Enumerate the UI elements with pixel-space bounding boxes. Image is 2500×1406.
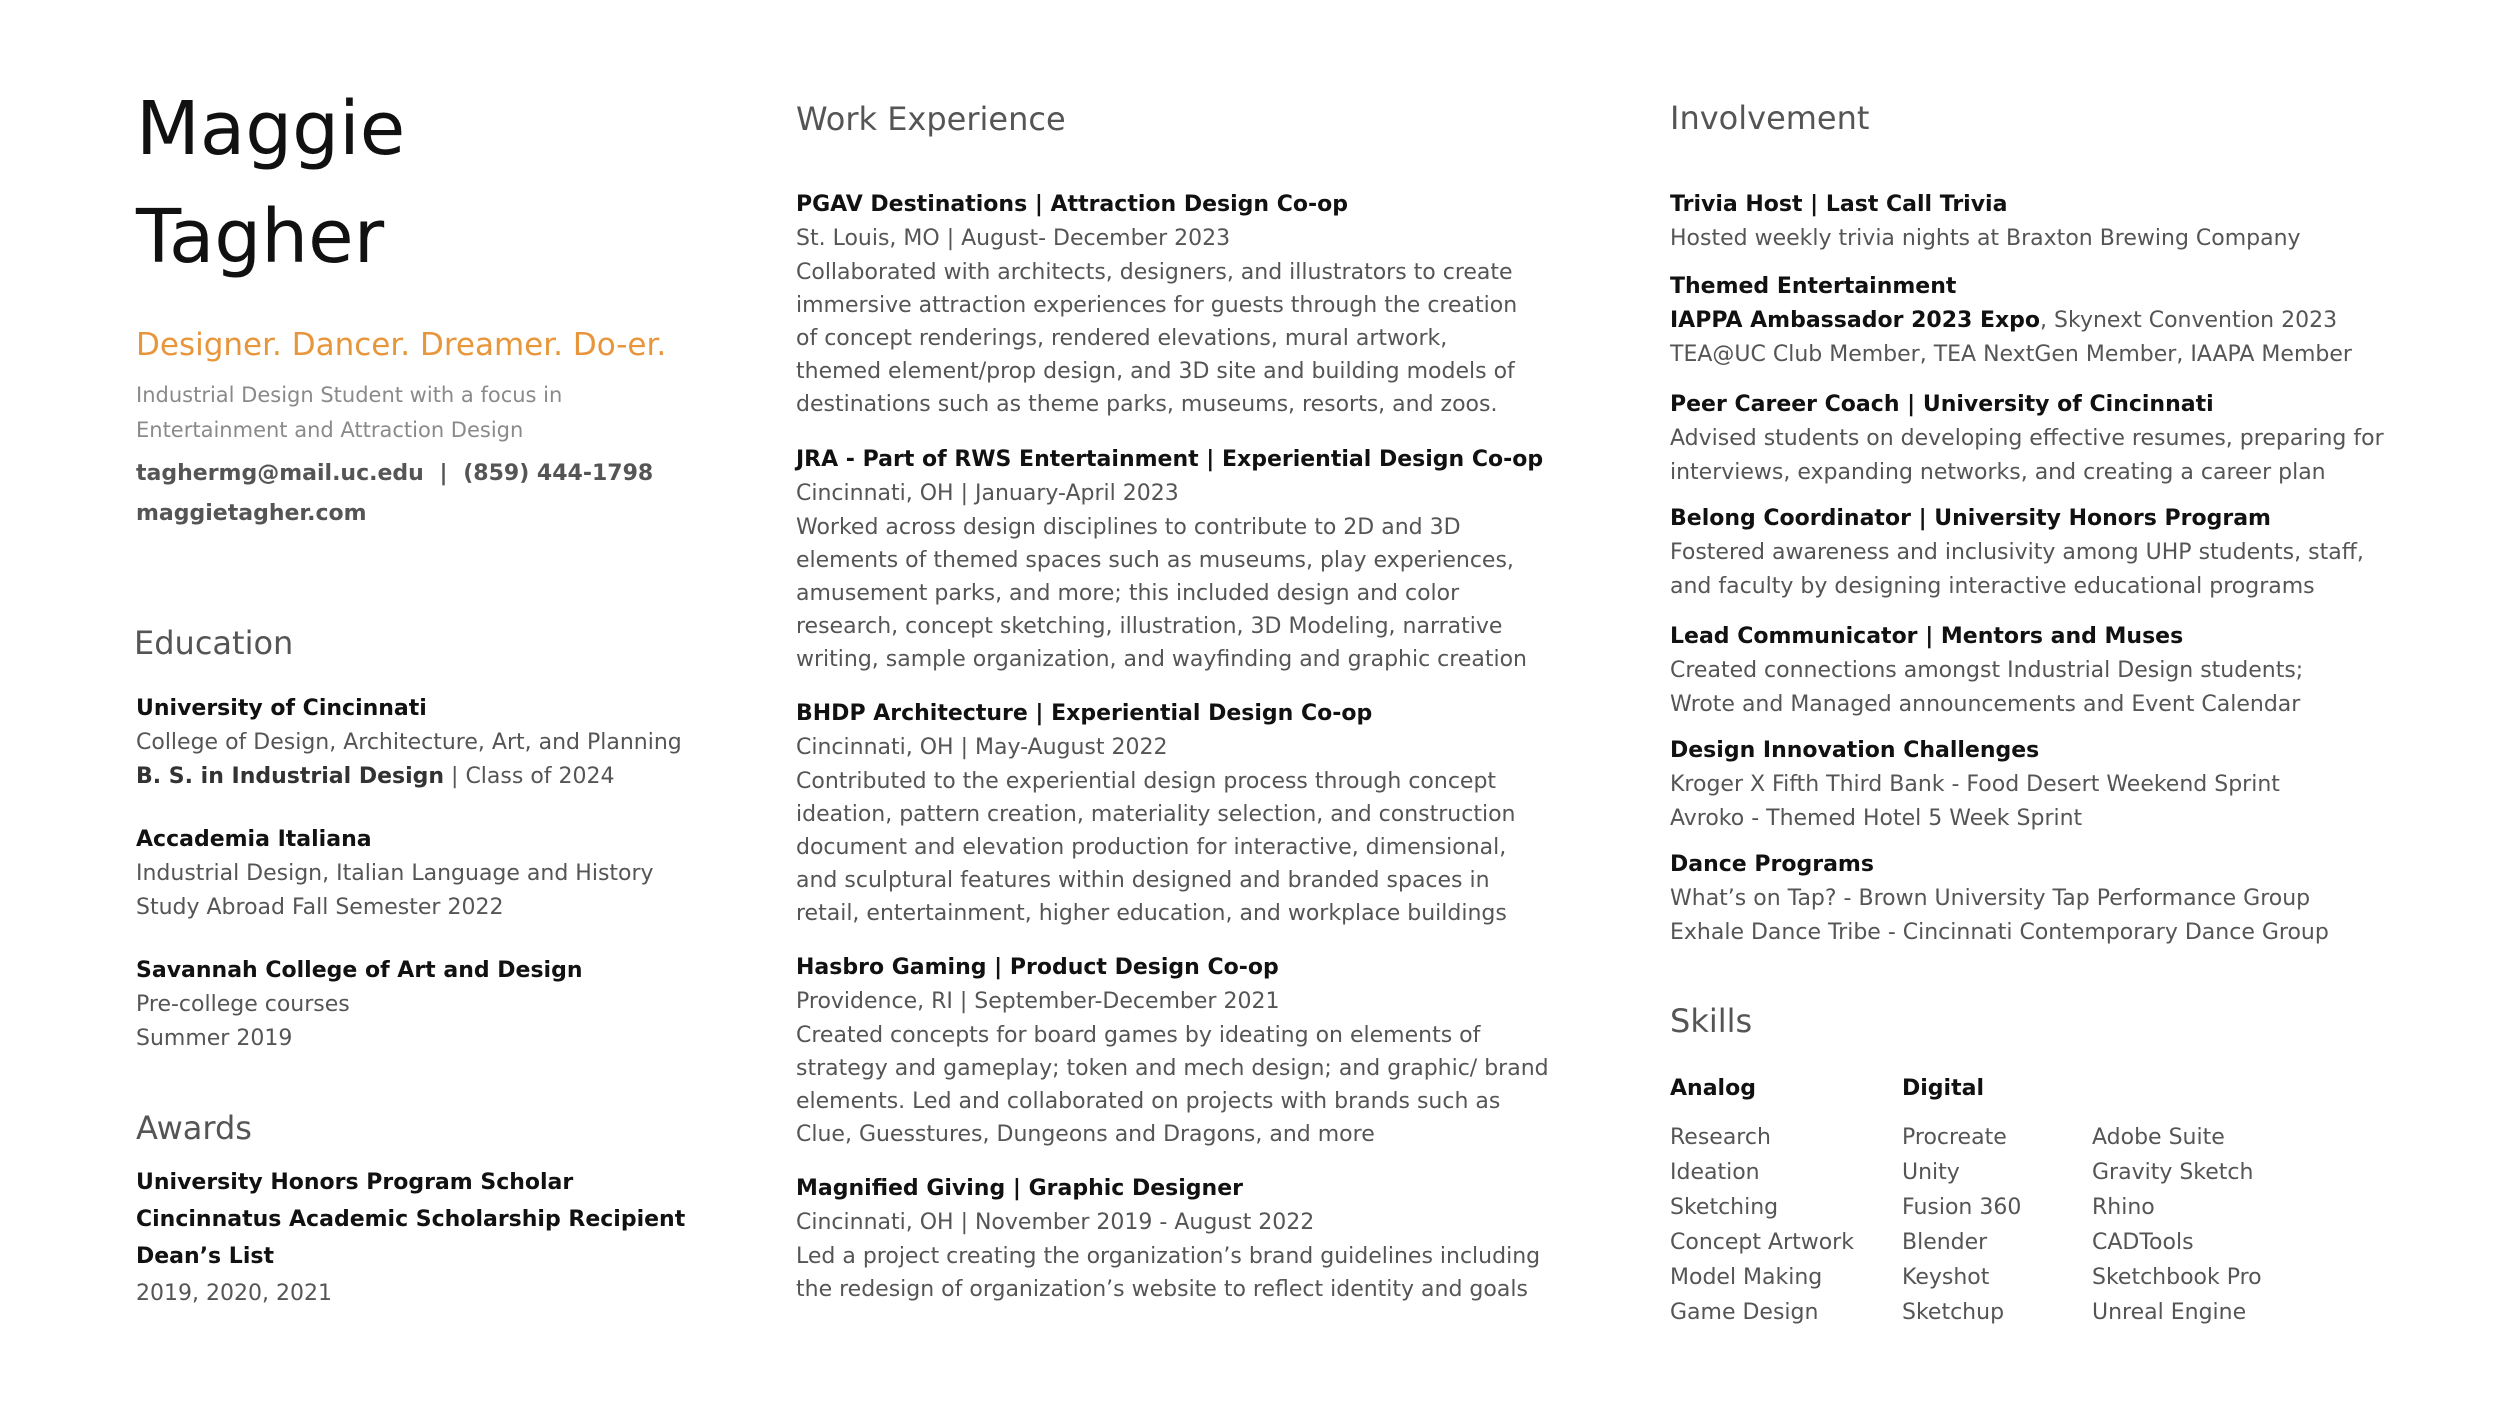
involvement-entry [1670,188,2301,256]
involvement-title: Lead Communicator | Mentors and Muses [1670,624,2184,649]
involvement-line: TEA@UC Club Member, TEA NextGen Member, IAAPA Member [1670,342,2352,367]
entry-line: College of Design, Architecture, Art, and Planning [136,730,682,755]
skills-digital-extra-list [2092,1120,2262,1330]
entry-line: Pre-college courses [136,992,350,1017]
awards-list [136,1164,685,1312]
skill-item: CADTools [2092,1230,2194,1255]
degree-name: B. S. in Industrial Design [136,764,445,789]
award-item: Dean’s List [136,1244,274,1269]
skill-item: Sketchup [1902,1300,2005,1325]
education-entry [136,954,583,1056]
involvement-entry [1670,502,2364,604]
involvement-entry [1670,270,2352,372]
job-title: Hasbro Gaming | Product Design Co-op [796,955,1279,980]
involvement-line: interviews, expanding networks, and creating a career plan [1670,460,2326,485]
award-item: Cincinnatus Academic Scholarship Recipient [136,1207,686,1232]
involvement-entry [1670,620,2303,722]
involvement-line: Avroko - Themed Hotel 5 Week Sprint [1670,806,2083,831]
contact-separator: | [439,461,448,486]
involvement-title: Dance Programs [1670,852,1874,877]
skill-item: Sketchbook Pro [2092,1265,2262,1290]
work-entry [796,697,1536,930]
work-entry [796,951,1556,1151]
contact-line [136,461,653,486]
award-item: University Honors Program Scholar [136,1170,574,1195]
convention-name: , Skynext Convention 2023 [2040,308,2338,333]
intro-line: Entertainment and Attraction Design [136,418,524,442]
skill-item: Unreal Engine [2092,1300,2247,1325]
entry-line: Industrial Design, Italian Language and History [136,861,654,886]
job-description: Contributed to the experiential design process through concept ideation, pattern creation, materiality selection, and construction document and elevation production for interactive, dimensional, and sculptural features within designed and branded spaces in retail, entertainment, higher education, and workplace buildings [796,769,1516,926]
skill-item: Rhino [2092,1195,2155,1220]
involvement-line: Fostered awareness and inclusivity among UHP students, staff, [1670,540,2364,565]
job-description: Led a project creating the organization’s brand guidelines including the redesign of organization’s website to reflect identity and goals [796,1244,1541,1302]
job-meta: St. Louis, MO | August- December 2023 [796,226,1231,251]
involvement-line [1670,304,2352,338]
involvement-line: and faculty by designing interactive educational programs [1670,574,2315,599]
skill-item: Sketching [1670,1195,1779,1220]
involvement-line: Advised students on developing effective resumes, preparing for [1670,426,2384,451]
skill-item: Fusion 360 [1902,1195,2022,1220]
education-heading: Education [134,624,294,662]
job-title: PGAV Destinations | Attraction Design Co-op [796,192,1348,217]
skill-item: Game Design [1670,1300,1819,1325]
job-description: Created concepts for board games by ideating on elements of strategy and gameplay; token and mech design; and graphic/ brand elements. Led and collaborated on projects with brands such as Clue, Guesstures, Dungeons and Dragons, and more [796,1023,1549,1147]
intro-line: Industrial Design Student with a focus in [136,383,563,407]
job-title: BHDP Architecture | Experiential Design Co-op [796,701,1373,726]
work-entry [796,188,1536,421]
job-title: Magnified Giving | Graphic Designer [796,1176,1243,1201]
skill-item: Gravity Sketch [2092,1160,2254,1185]
degree-class: | Class of 2024 [444,764,615,789]
education-entry [136,823,654,925]
entry-line: Study Abroad Fall Semester 2022 [136,895,504,920]
first-name: Maggie [136,86,406,172]
skill-item: Ideation [1670,1160,1760,1185]
expo-name: IAPPA Ambassador 2023 Expo [1670,308,2041,333]
email-link[interactable]: taghermg@mail.uc.edu [136,461,424,486]
skills-analog [1670,1072,1854,1325]
skills-analog-heading: Analog [1670,1076,1756,1101]
degree-line [136,760,682,794]
work-entry [796,443,1544,676]
involvement-line: What’s on Tap? - Brown University Tap Performance Group [1670,886,2311,911]
job-meta: Cincinnati, OH | November 2019 - August 2022 [796,1210,1315,1235]
entry-title: Savannah College of Art and Design [136,958,583,983]
skills-analog-list [1670,1120,1854,1330]
job-meta: Providence, RI | September-December 2021 [796,989,1280,1014]
entry-title: Accademia Italiana [136,827,372,852]
intro [136,378,562,448]
involvement-entry [1670,388,2384,490]
award-years: 2019, 2020, 2021 [136,1281,332,1306]
skills-digital [1902,1072,2022,1325]
skill-item: Model Making [1670,1265,1823,1290]
job-meta: Cincinnati, OH | January-April 2023 [796,481,1179,506]
involvement-title: Belong Coordinator | University Honors Program [1670,506,2271,531]
involvement-line: Kroger X Fifth Third Bank - Food Desert Weekend Sprint [1670,772,2280,797]
job-meta: Cincinnati, OH | May-August 2022 [796,735,1168,760]
work-heading: Work Experience [796,100,1066,138]
skills-digital-heading: Digital [1902,1076,1984,1101]
skill-item: Concept Artwork [1670,1230,1854,1255]
involvement-title: Themed Entertainment [1670,274,1957,299]
skill-item: Procreate [1902,1125,2007,1150]
skills-heading: Skills [1670,1002,1753,1040]
skill-item: Blender [1902,1230,1988,1255]
phone-number[interactable]: (859) 444-1798 [463,461,654,486]
tagline: Designer. Dancer. Dreamer. Do-er. [136,327,667,363]
work-entry [796,1172,1556,1306]
involvement-entry [1670,734,2280,836]
involvement-line: Created connections amongst Industrial Design students; [1670,658,2304,683]
skill-item: Research [1670,1125,1771,1150]
awards-heading: Awards [136,1109,252,1147]
skill-item: Adobe Suite [2092,1125,2225,1150]
involvement-title: Design Innovation Challenges [1670,738,2040,763]
skill-item: Keyshot [1902,1265,1990,1290]
job-description: Worked across design disciplines to contribute to 2D and 3D elements of themed spaces such as museums, play experiences, amusement parks, and more; this included design and color research, concept sketching, illustration, 3D Modeling, narrative writing, sample organization, and wayfinding and graphic creation [796,515,1527,672]
involvement-line: Exhale Dance Tribe - Cincinnati Contemporary Dance Group [1670,920,2329,945]
job-description: Collaborated with architects, designers, and illustrators to create immersive attraction experiences for guests through the creation of concept renderings, rendered elevations, mural artwork, themed element/prop design, and 3D site and building models of destinations such as theme parks, museums, resorts, and zoos. [796,260,1518,417]
involvement-line: Hosted weekly trivia nights at Braxton Brewing Company [1670,226,2301,251]
involvement-line: Wrote and Managed announcements and Event Calendar [1670,692,2301,717]
last-name: Tagher [136,194,385,280]
involvement-title: Peer Career Coach | University of Cincinnati [1670,392,2214,417]
education-entry [136,692,682,794]
skill-item: Unity [1902,1160,1960,1185]
involvement-title: Trivia Host | Last Call Trivia [1670,192,2008,217]
involvement-heading: Involvement [1670,99,1870,137]
job-title: JRA - Part of RWS Entertainment | Experiential Design Co-op [796,447,1544,472]
entry-title: University of Cincinnati [136,696,427,721]
involvement-entry [1670,848,2329,950]
website-link[interactable]: maggietagher.com [136,501,367,526]
skills-digital-list [1902,1120,2021,1330]
entry-line: Summer 2019 [136,1026,293,1051]
